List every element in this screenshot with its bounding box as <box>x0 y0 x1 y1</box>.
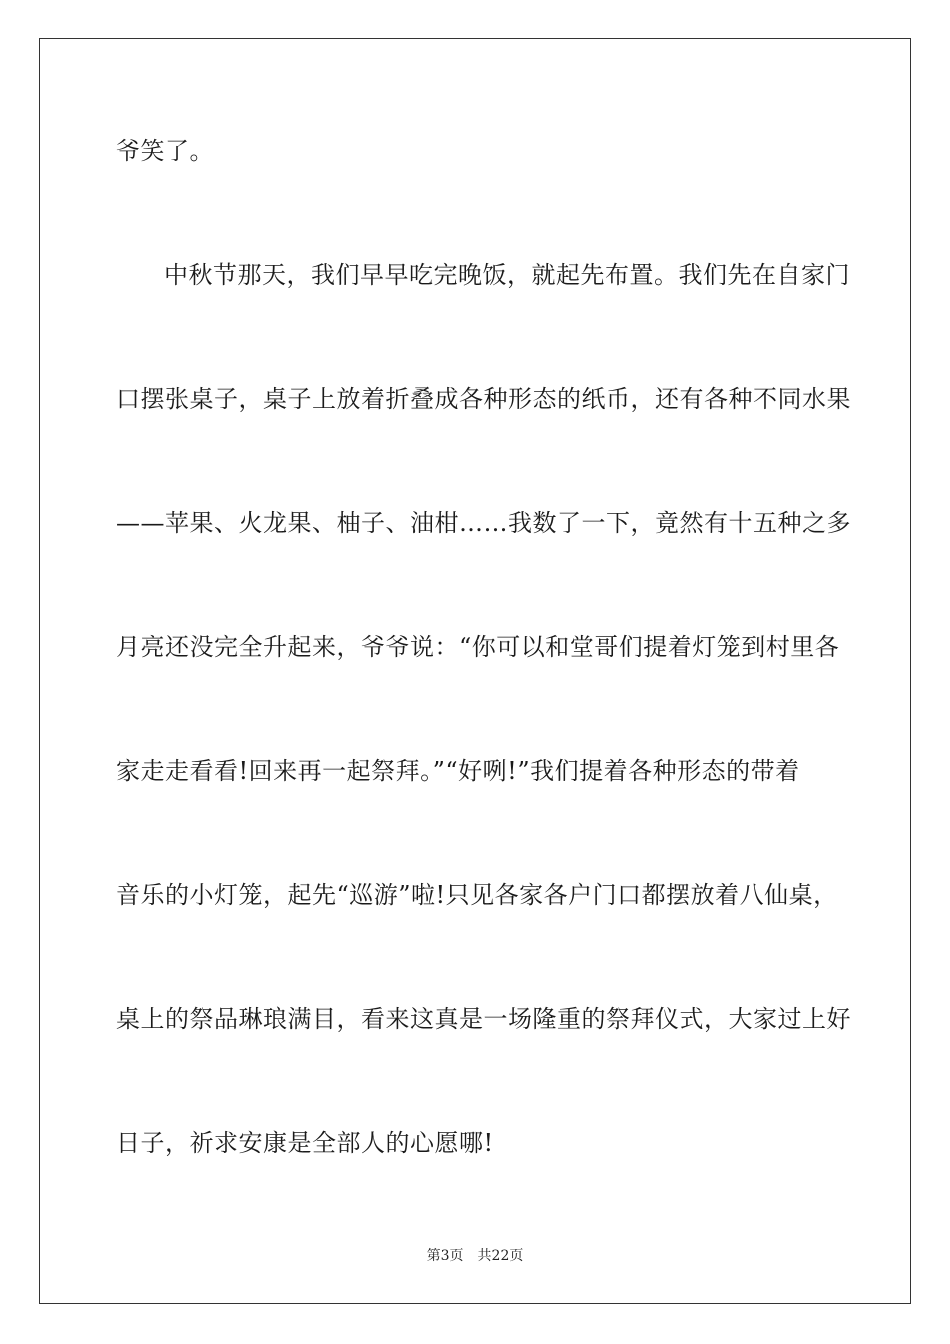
paragraph-line: 音乐的小灯笼，起先“巡游”啦!只见各家各户门口都摆放着八仙桌， <box>116 881 838 909</box>
paragraph-line: 日子，祈求安康是全部人的心愿哪! <box>116 1129 494 1157</box>
paragraph-line: 口摆张桌子，桌子上放着折叠成各种形态的纸币，还有各种不同水果 <box>116 385 851 413</box>
paragraph-line: 桌上的祭品琳琅满目，看来这真是一场隆重的祭拜仪式，大家过上好 <box>116 1005 851 1033</box>
page-total: 共22页 <box>477 1248 524 1264</box>
page-frame <box>39 38 911 1304</box>
paragraph-line: 中秋节那天，我们早早吃完晚饭，就起先布置。我们先在自家门 <box>164 261 850 289</box>
paragraph-line: 爷笑了。 <box>116 137 214 165</box>
page-footer <box>0 1247 950 1265</box>
page-number: 第3页 <box>426 1248 464 1264</box>
paragraph-line: 家走走看看!回来再一起祭拜。”“好咧!”我们提着各种形态的带着 <box>116 757 800 785</box>
paragraph-line: 月亮还没完全升起来，爷爷说：“你可以和堂哥们提着灯笼到村里各 <box>116 633 840 661</box>
paragraph-line: ——苹果、火龙果、柚子、油柑……我数了一下，竟然有十五种之多 <box>116 509 851 537</box>
